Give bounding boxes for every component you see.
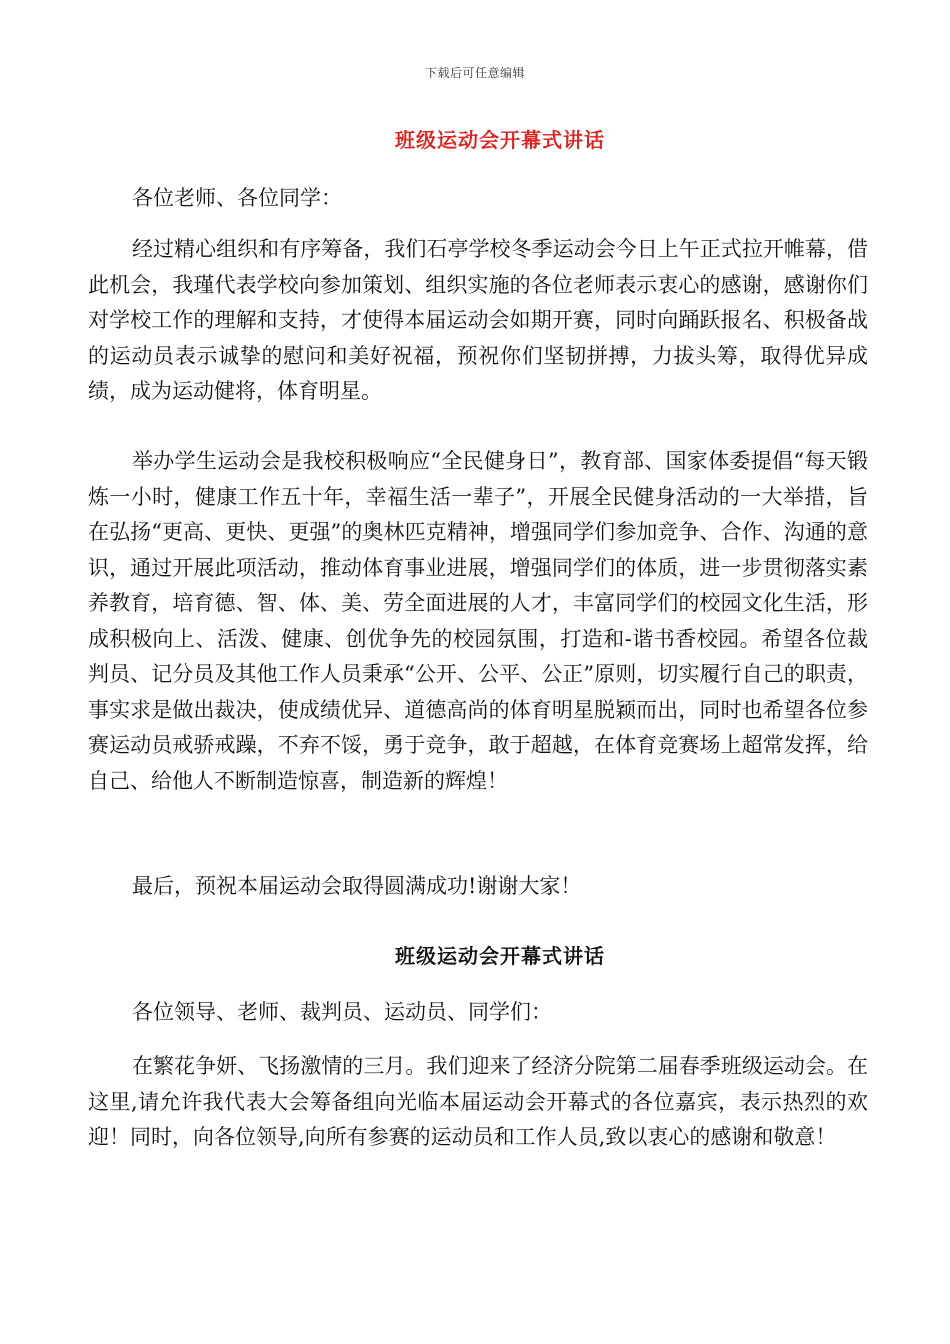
- speech-title-2: 班级运动会开幕式讲话: [395, 944, 605, 968]
- paragraph-3: 在繁花争妍、飞扬激情的三月。我们迎来了经济分院第二届春季班级运动会。在这里,请允许我代表大会筹备组向光临本届运动会开幕式的各位嘉宾，表示热烈的欢迎！同时，向各位领导,向所有参赛的运动员和工作人员,致以衷心的感谢和敬意！: [88, 1054, 868, 1149]
- salutation-2: 各位领导、老师、裁判员、运动员、同学们：: [132, 1000, 552, 1024]
- paragraph-1: 经过精心组织和有序筹备，我们石亭学校冬季运动会今日上午正式拉开帷幕，借此机会，我瑾代表学校向参加策划、组织实施的各位老师表示衷心的感谢，感谢你们对学校工作的理解和支持，才使得本届运动会如期开赛，同时向踊跃报名、积极备战的运动员表示诚挚的慰问和美好祝福，预祝你们坚韧拼搏，力拔头筹，取得优异成绩，成为运动健将，体育明星。: [88, 237, 868, 403]
- speech-title-1: 班级运动会开幕式讲话: [395, 128, 605, 152]
- paragraph-2: 举办学生运动会是我校积极响应“全民健身日”，教育部、国家体委提倡“每天锻炼一小时，健康工作五十年，幸福生活一辈子”，开展全民健身活动的一大举措，旨在弘扬“更高、更快、更强”的奥林匹克精神，增强同学们参加竞争、合作、沟通的意识，通过开展此项活动，推动体育事业进展，增强同学们的体质，进一步贯彻落实素养教育，培育德、智、体、美、劳全面进展的人才，丰富同学们的校园文化生活，形成积极向上、活泼、健康、创优争先的校园氛围，打造和-谐书香校园。希望各位裁判员、记分员及其他工作人员秉承“公开、公平、公正”原则，切实履行自己的职责，事实求是做出裁决，使成绩优异、道德高尚的体育明星脱颖而出，同时也希望各位参赛运动员戒骄戒躁，不弃不馁，勇于竞争，敢于超越，在体育竞赛场上超常发挥，给自己、给他人不断制造惊喜，制造新的辉煌！: [88, 449, 868, 793]
- header-note: 下载后可任意编辑: [424, 66, 525, 80]
- salutation-1: 各位老师、各位同学：: [132, 186, 342, 210]
- closing-line: 最后，预祝本届运动会取得圆满成功!谢谢大家！: [132, 874, 582, 898]
